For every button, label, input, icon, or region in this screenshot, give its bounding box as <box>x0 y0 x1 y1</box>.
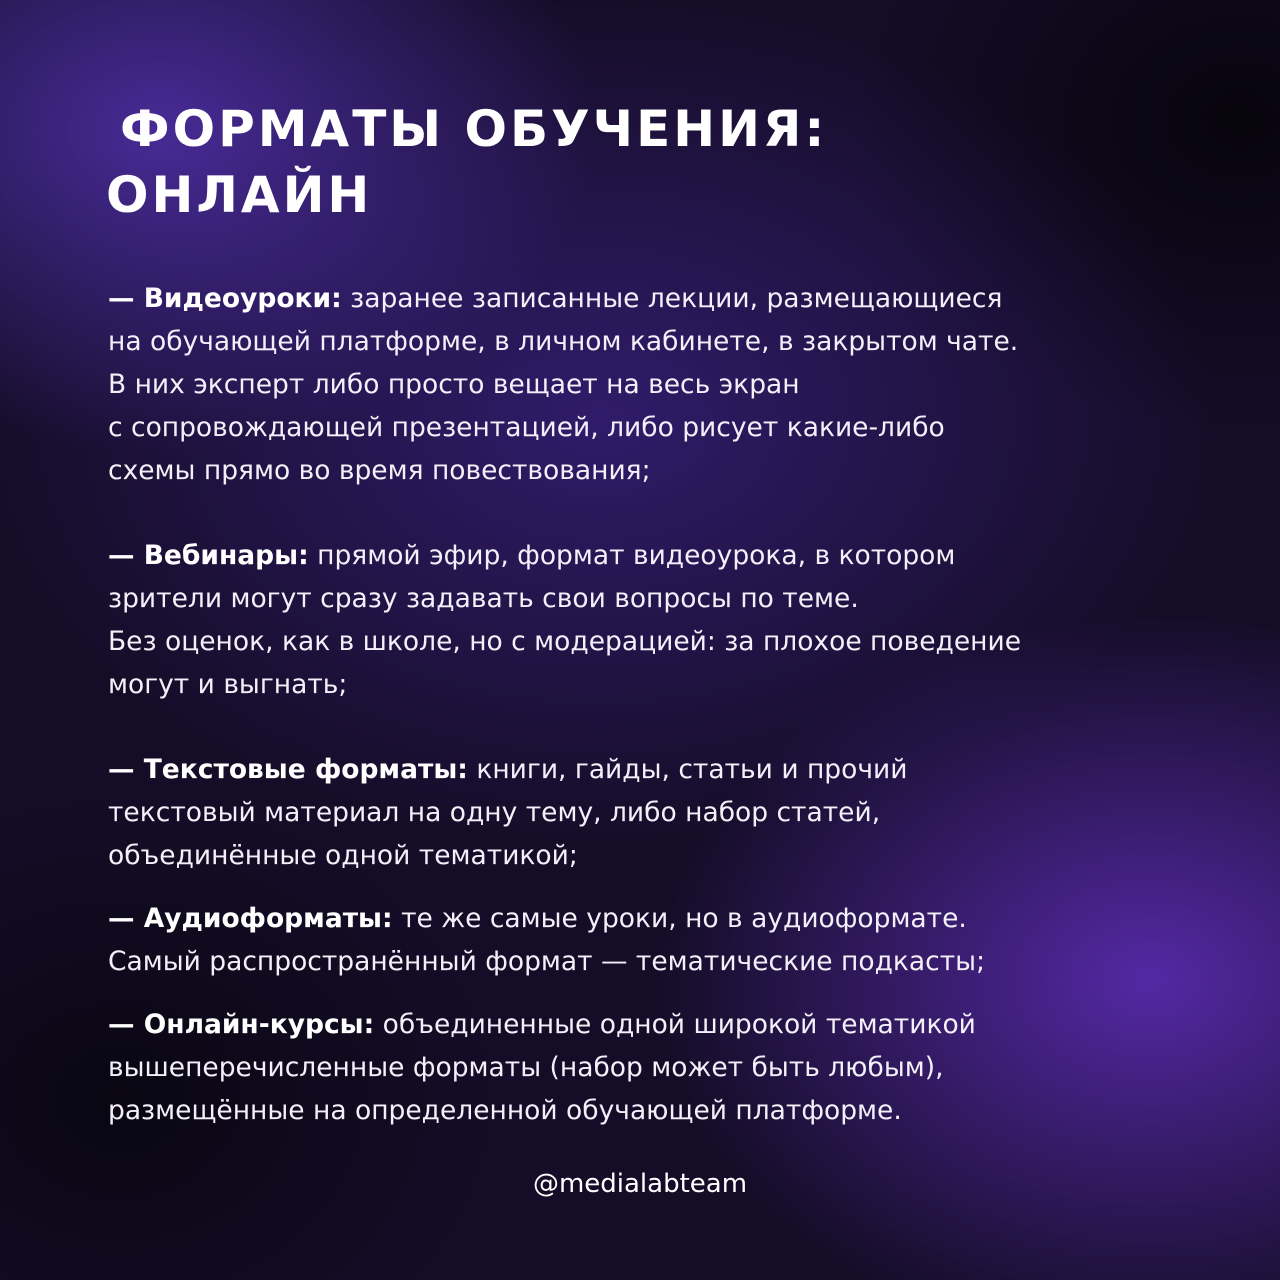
title-line-2: ОНЛАЙН <box>106 166 373 224</box>
format-item-heading: — Онлайн-курсы: <box>108 1009 375 1040</box>
format-item-line: Самый распространённый формат — тематические подкасты; <box>108 946 985 977</box>
format-item-heading: — Вебинары: <box>108 540 309 571</box>
format-item-line: В них эксперт либо просто вещает на весь экран <box>108 369 800 400</box>
format-item-text: прямой эфир, формат видеоурока, в котором <box>317 540 956 571</box>
format-item-line: вышеперечисленные форматы (набор может быть любым), <box>108 1052 944 1083</box>
format-item-line: зрители могут сразу задавать свои вопросы по теме. <box>108 583 859 614</box>
format-item-text: объединенные одной широкой тематикой <box>382 1009 976 1040</box>
format-item-text: те же самые уроки, но в аудиоформате. <box>401 903 967 934</box>
format-item-online-courses <box>108 1003 1198 1132</box>
format-item-line: могут и выгнать; <box>108 669 348 700</box>
format-item-webinars <box>108 534 1198 706</box>
format-item-line: с сопровождающей презентацией, либо рисует какие-либо <box>108 412 945 443</box>
format-item-line: схемы прямо во время повествования; <box>108 455 651 486</box>
format-item-text: книги, гайды, статьи и прочий <box>476 754 908 785</box>
format-item-line <box>108 277 1198 320</box>
page-title <box>106 96 827 228</box>
title-line-1: ФОРМАТЫ ОБУЧЕНИЯ: <box>120 100 828 158</box>
format-item-heading: — Текстовые форматы: <box>108 754 468 785</box>
format-item-heading: — Аудиоформаты: <box>108 903 393 934</box>
format-list <box>108 277 1198 1132</box>
format-item-text: заранее записанные лекции, размещающиеся <box>350 283 1003 314</box>
format-item-audio-formats <box>108 897 1198 983</box>
format-item-line: объединённые одной тематикой; <box>108 840 578 871</box>
format-item-line <box>108 897 1198 940</box>
format-item-line <box>108 534 1198 577</box>
format-item-text-formats <box>108 748 1198 877</box>
format-item-line <box>108 748 1198 791</box>
format-item-line: Без оценок, как в школе, но с модерацией: за плохое поведение <box>108 626 1021 657</box>
account-handle: @medialabteam <box>532 1169 748 1199</box>
format-item-line: на обучающей платформе, в личном кабинете, в закрытом чате. <box>108 326 1019 357</box>
format-item-line: текстовый материал на одну тему, либо набор статей, <box>108 797 881 828</box>
format-item-line: размещённые на определенной обучающей платформе. <box>108 1095 902 1126</box>
format-item-heading: — Видеоуроки: <box>108 283 342 314</box>
format-item-video-lessons <box>108 277 1198 492</box>
format-item-line <box>108 1003 1198 1046</box>
